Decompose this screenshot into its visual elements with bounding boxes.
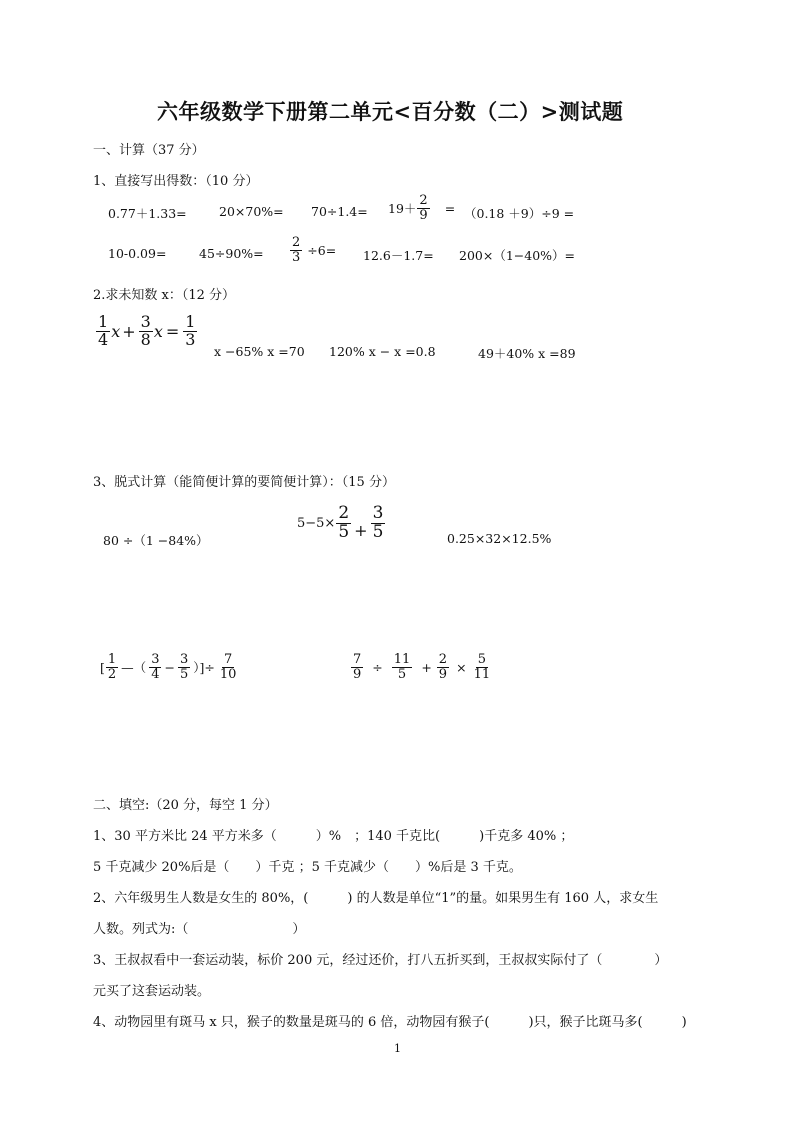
e2-fraction-a xyxy=(336,505,351,542)
e4-fraction-a xyxy=(106,653,118,681)
fraction-denominator: 4 xyxy=(151,666,160,682)
q1-r1-item4-pre: 19＋ xyxy=(388,201,417,217)
fraction-numerator: 1 xyxy=(107,652,117,667)
e2-plus: + xyxy=(354,520,368,540)
fraction-numerator: 2 xyxy=(438,652,448,667)
fill-line-3: 2、六年级男生人数是女生的 80%，( ) 的人数是单位“1”的量。如果男生有 160 人，求女生 xyxy=(93,891,659,906)
q2-equation2: x −65% x =70 xyxy=(214,344,305,359)
e4-fraction-c xyxy=(178,653,190,681)
q1-r1-item5: （0.18 ＋9）÷9 = xyxy=(464,206,575,221)
fraction-numerator: 5 xyxy=(477,652,486,667)
e4-minus1: —（ xyxy=(121,660,147,676)
fraction-numerator: 3 xyxy=(179,652,189,667)
fraction-numerator: 7 xyxy=(353,652,362,667)
page-number: 1 xyxy=(394,1042,401,1055)
fraction-numerator: 3 xyxy=(372,503,384,523)
q1-r2-item4: 12.6－1.7= xyxy=(363,248,434,263)
e4-open: [ xyxy=(100,659,105,675)
fraction-numerator: 2 xyxy=(338,503,350,523)
q1-r2-item5: 200×（1−40%）= xyxy=(459,248,576,263)
fraction-numerator: 7 xyxy=(223,652,233,667)
fraction-denominator: 10 xyxy=(219,666,237,682)
q2-heading: 2.求未知数 x：（12 分） xyxy=(93,288,236,303)
fraction-denominator: 2 xyxy=(107,666,117,682)
e4-fraction-b xyxy=(149,653,161,681)
eq1-fraction-c xyxy=(183,314,197,349)
q1-r2-item3 xyxy=(289,236,336,264)
q2-equation4: 49＋40% x =89 xyxy=(478,346,576,361)
fraction-numerator: 11 xyxy=(393,652,411,667)
fraction-numerator: 2 xyxy=(419,193,428,208)
e5-fraction-b xyxy=(392,653,413,681)
eq1-var-x2: x xyxy=(153,321,163,341)
q3-expression1: 80 ÷（1 −84%） xyxy=(103,533,209,548)
e5-fraction-d xyxy=(472,653,493,681)
eq1-fraction-b xyxy=(139,314,153,349)
q1-heading: 1、直接写出得数：（10 分） xyxy=(93,174,259,189)
section2-heading: 二、填空:（20 分，每空 1 分） xyxy=(93,798,278,813)
e2-fraction-b xyxy=(371,505,386,542)
q1-r1-item3: 70÷1.4= xyxy=(311,204,368,219)
page-title: 六年级数学下册第二单元<百分数（二）>测试题 xyxy=(157,99,624,124)
q3-expression2 xyxy=(297,505,386,542)
fill-line-7: 4、动物园里有斑马 x 只，猴子的数量是斑马的 6 倍，动物园有猴子( )只，猴子比斑马多( ) xyxy=(93,1015,687,1030)
fraction-denominator: 9 xyxy=(419,207,428,223)
fraction-denominator: 3 xyxy=(292,249,301,265)
q1-r2-item3-fraction xyxy=(290,236,302,264)
eq1-plus: + xyxy=(122,321,136,341)
eq1-var-x1: x xyxy=(111,321,121,341)
q3-expression5 xyxy=(350,653,493,681)
q1-r1-item1: 0.77＋1.33= xyxy=(108,206,187,221)
e5-op2: + xyxy=(421,659,432,675)
fraction-numerator: 3 xyxy=(140,312,151,331)
q2-equation1 xyxy=(95,314,198,349)
fraction-denominator: 5 xyxy=(179,666,189,682)
fraction-denominator: 5 xyxy=(372,521,384,542)
q1-r2-item2: 45÷90%= xyxy=(199,246,264,261)
fill-line-2: 5 千克减少 20%后是（ ）千克 ；5 千克减少（ ）%后是 3 千克。 xyxy=(93,860,522,875)
fraction-denominator: 8 xyxy=(140,329,151,349)
fraction-numerator: 3 xyxy=(151,652,160,667)
q1-r1-item4-fraction xyxy=(417,194,429,222)
fill-line-5: 3、王叔叔看中一套运动装，标价 200 元，经过还价，打八五折买到，王叔叔实际付了（ ） xyxy=(93,953,668,968)
q1-r2-item3-post: ÷6= xyxy=(307,242,337,258)
fraction-denominator: 3 xyxy=(185,329,196,349)
q3-heading: 3、脱式计算（能简便计算的要简便计算）：（15 分） xyxy=(93,475,395,490)
e2-pre: 5−5× xyxy=(297,515,336,531)
fraction-denominator: 5 xyxy=(397,666,407,682)
q1-r2-item1: 10-0.09= xyxy=(108,246,167,261)
fill-line-1: 1、30 平方米比 24 平方米多（ ）% ；140 千克比( )千克多 40% ； xyxy=(93,829,574,844)
fill-line-6: 元买了这套运动装。 xyxy=(93,984,211,999)
section1-heading: 一、计算（37 分） xyxy=(93,143,205,158)
e4-minus2: − xyxy=(164,659,175,675)
fraction-numerator: 1 xyxy=(185,312,196,331)
fraction-denominator: 5 xyxy=(338,521,350,542)
fraction-denominator: 9 xyxy=(353,666,362,682)
q1-r1-item4 xyxy=(388,194,455,222)
fraction-denominator: 4 xyxy=(98,329,109,349)
q2-equation3: 120% x − x =0.8 xyxy=(329,344,436,359)
q3-expression3: 0.25×32×12.5% xyxy=(447,531,552,546)
e5-fraction-c xyxy=(437,653,449,681)
e4-close: ）]÷ xyxy=(193,660,215,676)
e5-op3: × xyxy=(456,659,467,675)
q3-expression4 xyxy=(100,653,239,681)
fraction-denominator: 11 xyxy=(473,666,491,682)
eq1-fraction-a xyxy=(96,314,110,349)
e4-fraction-d xyxy=(218,653,239,681)
q1-r1-item4-post: = xyxy=(444,200,456,216)
q1-r1-item2: 20×70%= xyxy=(219,204,284,219)
e5-op1: ÷ xyxy=(372,659,383,675)
fraction-numerator: 1 xyxy=(98,312,109,331)
eq1-equals: = xyxy=(165,321,180,341)
fraction-denominator: 9 xyxy=(438,666,448,682)
fraction-numerator: 2 xyxy=(292,235,301,250)
e5-fraction-a xyxy=(351,653,363,681)
fill-line-4: 人数。列式为:（ ） xyxy=(93,922,306,937)
